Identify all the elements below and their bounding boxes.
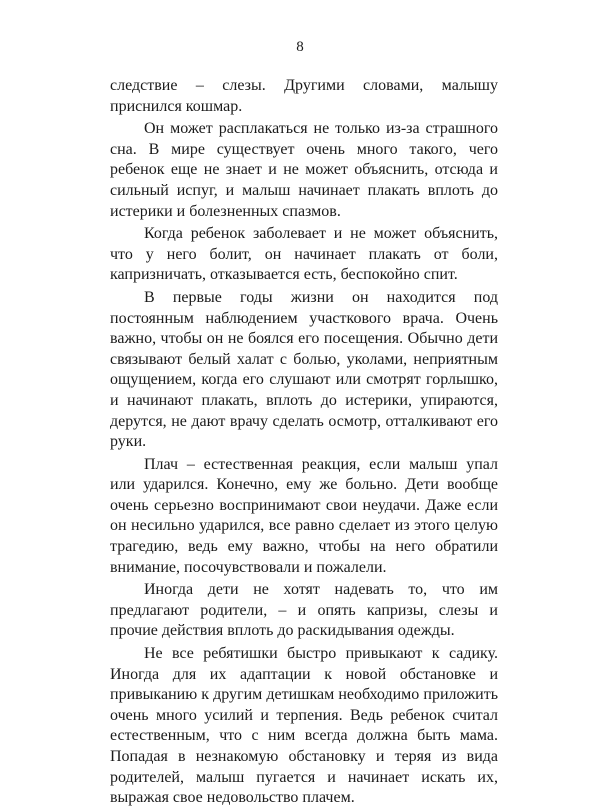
paragraph-2-fear-of-dream: Он может расплакаться не только из-за страшного сна. В мире существует очень много такого, чего ребенок еще не знает и не может объяснить, отсюда и сильный испуг, и малыш начинает плакать вплоть до истерики и болезненных спазмов.: [110, 120, 498, 220]
page-body-text: [110, 76, 498, 809]
paragraph-4-doctor-visits: В первые годы жизни он находится под постоянным наблюдением участкового врача. Очень важно, чтобы он не боялся его посещения. Обычно дети связывают белый халат с болью, уколами, неприятным ощущением, когда его слушают или смотрят горлышко, и начинают плакать, вплоть до истерики, упираются, дерутся, не дают врачу сделать осмотр, отталкивают его руки.: [110, 288, 498, 451]
paragraph-5-falls-and-bumps: Плач – естественная реакция, если малыш упал или ударился. Конечно, ему же больно. Дети вообще очень серьезно воспринимают свои неудачи. Даже если он несильно ударился, все равно сделает из этого целую трагедию, ведь ему важно, чтобы на него обратили внимание, посочувствовали и пожалели.: [110, 455, 498, 576]
paragraph-6-clothing: Иногда дети не хотят надевать то, что им предлагают родители, – и опять капризы, слезы и прочие действия вплоть до раскидывания одежды.: [110, 581, 498, 640]
paragraph-7-kindergarten: Не все ребятишки быстро привыкают к садику. Иногда для их адаптации к новой обстановке и привыканию к другим детишкам необходимо приложить очень много усилий и терпения. Ведь ребенок считал естественным, что с ним всегда должна быть мама. Попадая в незнакомую обстановку и теряя из вида родителей, малыш пугается и начинает искать их, выражая свое недовольство плачем.: [110, 645, 498, 807]
paragraph-1-continuation: следствие – слезы. Другими словами, малышу приснился кошмар.: [110, 77, 498, 115]
page-number: 8: [296, 39, 304, 55]
paragraph-3-illness: Когда ребенок заболевает и не может объяснить, что у него болит, он начинает плакать от боли, капризничать, отказывается есть, беспокойно спит.: [110, 225, 498, 284]
